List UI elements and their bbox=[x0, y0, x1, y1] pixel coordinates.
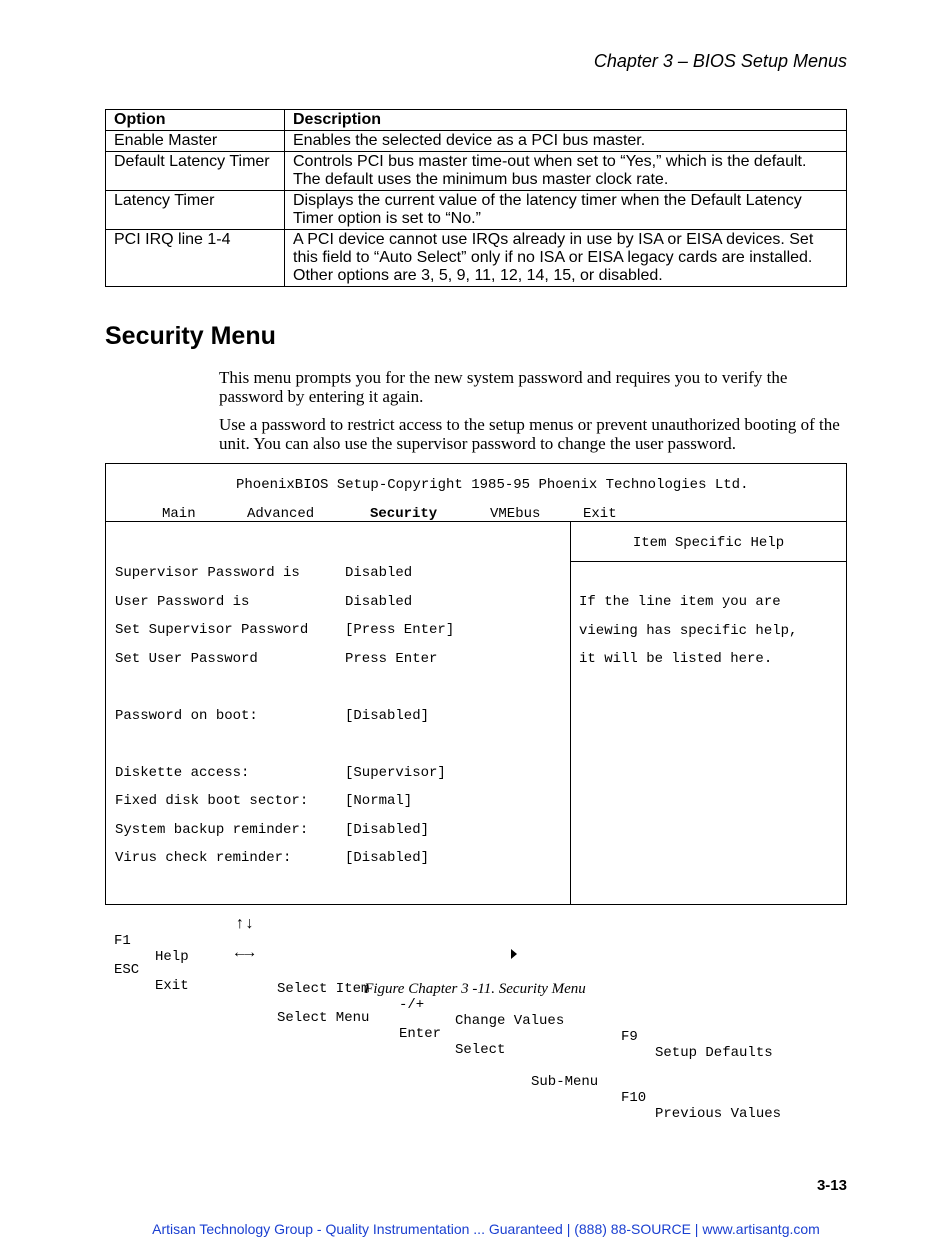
description-cell: Displays the current value of the latency timer when the Default Latency Timer option is set to “No.” bbox=[285, 191, 847, 230]
set-supervisor-password-label: Set Supervisor Password bbox=[115, 622, 309, 638]
set-user-password-field[interactable]: Press Enter bbox=[345, 651, 438, 667]
user-password-status-value: Disabled bbox=[345, 594, 413, 610]
key-f1-desc: Help bbox=[155, 949, 189, 965]
key-plus-minus: -/+ bbox=[399, 997, 425, 1013]
supervisor-password-status-label: Supervisor Password is bbox=[115, 565, 300, 581]
key-enter: Enter bbox=[399, 1026, 442, 1042]
option-cell: PCI IRQ line 1-4 bbox=[106, 230, 285, 287]
figure-caption: Figure Chapter 3 -11. Security Menu bbox=[364, 981, 586, 997]
intro-paragraph: This menu prompts you for the new system password and requires you to verify the password by entering it again. bbox=[219, 368, 788, 406]
tab-exit[interactable]: Exit bbox=[583, 506, 617, 522]
up-down-arrows-icon: ↑↓ bbox=[235, 915, 255, 933]
select-desc: Select bbox=[455, 1042, 506, 1058]
left-right-arrows-icon: ←→ bbox=[235, 944, 255, 962]
table-header-row bbox=[106, 110, 847, 131]
table-row bbox=[106, 191, 847, 230]
menu-divider bbox=[106, 521, 846, 522]
virus-check-reminder-field[interactable]: [Disabled] bbox=[345, 850, 430, 866]
supervisor-password-status-value: Disabled bbox=[345, 565, 413, 581]
system-backup-reminder-field[interactable]: [Disabled] bbox=[345, 822, 430, 838]
bios-screen-figure bbox=[105, 463, 847, 905]
table-row bbox=[106, 230, 847, 287]
password-on-boot-field[interactable]: [Disabled] bbox=[345, 708, 430, 724]
password-on-boot-label: Password on boot: bbox=[115, 708, 258, 724]
help-divider bbox=[571, 561, 846, 562]
table-row bbox=[106, 131, 847, 152]
setup-defaults-desc: Setup Defaults bbox=[655, 1045, 773, 1061]
table-row bbox=[106, 152, 847, 191]
set-user-password-label: Set User Password bbox=[115, 651, 258, 667]
user-password-status-label: User Password is bbox=[115, 594, 250, 610]
section-title: Security Menu bbox=[105, 322, 276, 350]
triangle-right-icon bbox=[511, 949, 517, 959]
system-backup-reminder-label: System backup reminder: bbox=[115, 822, 309, 838]
key-f9: F9 bbox=[621, 1029, 638, 1045]
key-esc-desc: Exit bbox=[155, 978, 189, 994]
column-header-option: Option bbox=[106, 110, 285, 131]
key-esc: ESC bbox=[114, 962, 140, 978]
usage-paragraph: Use a password to restrict access to the setup menus or prevent unauthorized booting of the unit. You can also use the supervisor password to change the user password. bbox=[219, 415, 840, 453]
fixed-disk-boot-sector-label: Fixed disk boot sector: bbox=[115, 793, 309, 809]
help-panel-title: Item Specific Help bbox=[632, 535, 785, 551]
diskette-access-label: Diskette access: bbox=[115, 765, 250, 781]
footer-link[interactable]: Artisan Technology Group - Quality Instrumentation ... Guaranteed | (888) 88-SOURCE | www.artisantg.com bbox=[152, 1221, 820, 1237]
page-number: 3-13 bbox=[816, 1177, 847, 1194]
option-cell: Default Latency Timer bbox=[106, 152, 285, 191]
previous-values-desc: Previous Values bbox=[655, 1106, 782, 1122]
help-text-line: If the line item you are bbox=[579, 594, 781, 610]
description-cell: Controls PCI bus master time-out when set to “Yes,” which is the default. The default uses the minimum bus master clock rate. bbox=[285, 152, 847, 191]
bios-copyright: PhoenixBIOS Setup-Copyright 1985-95 Phoenix Technologies Ltd. bbox=[236, 477, 749, 493]
tab-main[interactable]: Main bbox=[162, 506, 196, 522]
key-f10: F10 bbox=[621, 1090, 647, 1106]
column-header-description: Description bbox=[285, 110, 847, 131]
fixed-disk-boot-sector-field[interactable]: [Normal] bbox=[345, 793, 413, 809]
tab-security[interactable]: Security bbox=[370, 506, 438, 522]
change-values-desc: Change Values bbox=[455, 1013, 565, 1029]
sub-menu-desc: Sub-Menu bbox=[531, 1074, 599, 1090]
select-item-desc: Select Item bbox=[277, 981, 370, 997]
set-supervisor-password-field[interactable]: [Press Enter] bbox=[345, 622, 455, 638]
chapter-header: Chapter 3 – BIOS Setup Menus bbox=[593, 51, 847, 71]
key-f1: F1 bbox=[114, 933, 131, 949]
option-cell: Latency Timer bbox=[106, 191, 285, 230]
tab-advanced[interactable]: Advanced bbox=[247, 506, 315, 522]
diskette-access-field[interactable]: [Supervisor] bbox=[345, 765, 446, 781]
description-cell: A PCI device cannot use IRQs already in use by ISA or EISA devices. Set this field to “Auto Select” only if no ISA or EISA legacy cards are installed. Other options are 3, 5, 9, 11, 12, 14, 15, or disabled. bbox=[285, 230, 847, 287]
options-table bbox=[105, 109, 847, 287]
select-menu-desc: Select Menu bbox=[277, 1010, 370, 1026]
panel-divider bbox=[570, 521, 571, 904]
description-cell: Enables the selected device as a PCI bus master. bbox=[285, 131, 847, 152]
virus-check-reminder-label: Virus check reminder: bbox=[115, 850, 292, 866]
tab-vmebus[interactable]: VMEbus bbox=[490, 506, 541, 522]
option-cell: Enable Master bbox=[106, 131, 285, 152]
help-text-line: viewing has specific help, bbox=[579, 623, 798, 639]
help-text-line: it will be listed here. bbox=[579, 651, 773, 667]
